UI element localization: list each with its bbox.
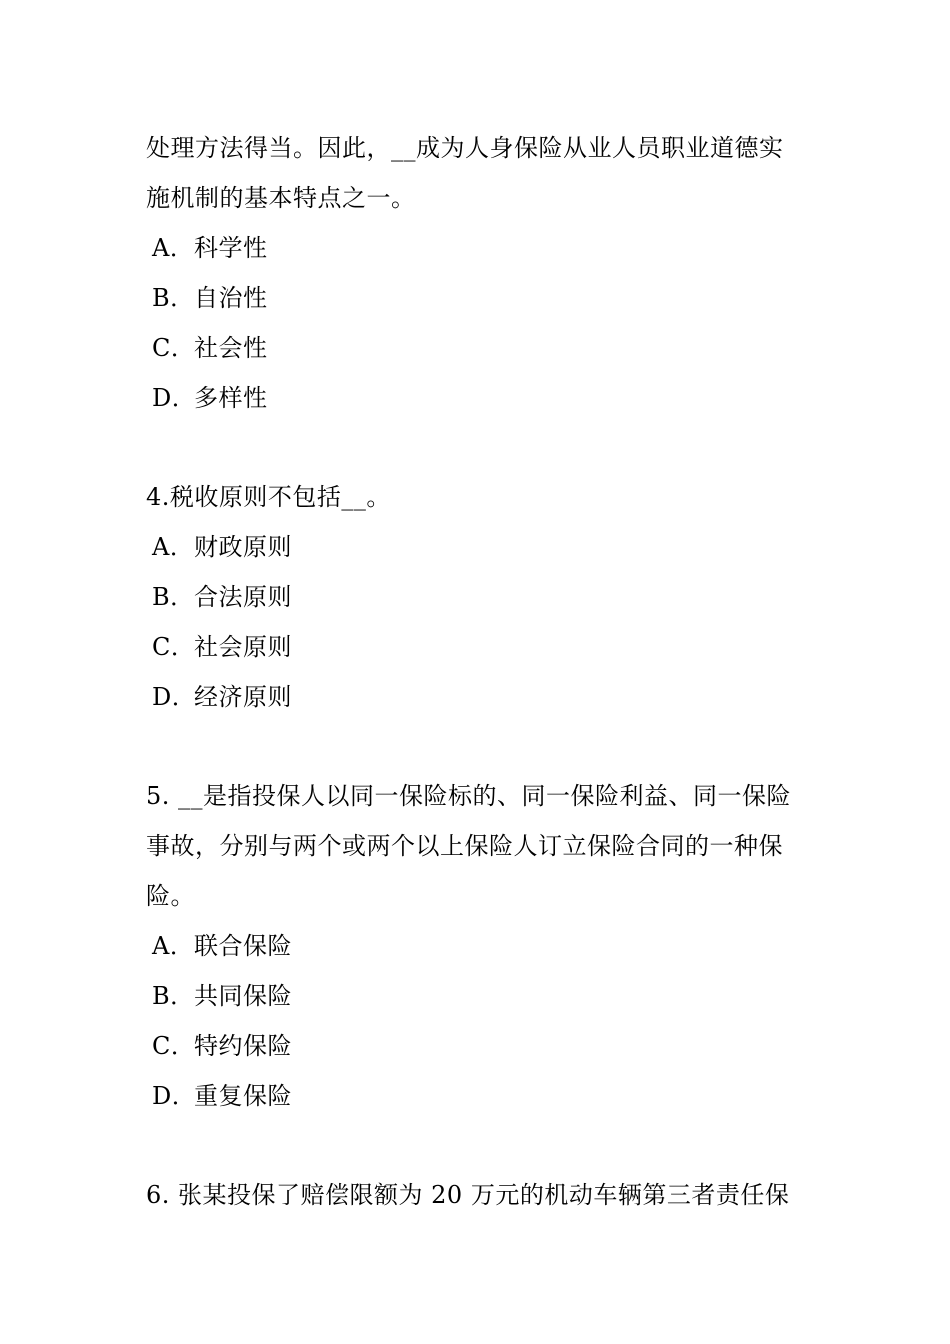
q5-stem-line-2: 事故，分别与两个或两个以上保险人订立保险合同的一种保	[146, 832, 783, 860]
q3-stem-line-2: 施机制的基本特点之一。	[146, 184, 416, 212]
option-text: 社会性	[194, 334, 268, 362]
option-text: 自治性	[194, 284, 268, 312]
q4-option-d	[152, 681, 292, 713]
q6-stem-line-1: 6. 张某投保了赔偿限额为 20 万元的机动车辆第三者责任保	[146, 1181, 790, 1209]
q3-option-b	[152, 282, 268, 314]
option-text: 共同保险	[194, 982, 292, 1010]
q5-option-b	[152, 980, 292, 1012]
q3-option-d	[152, 382, 268, 414]
option-text: 科学性	[194, 234, 268, 262]
q3-stem-line-1: 处理方法得当。因此，__成为人身保险从业人员职业道德实	[146, 134, 784, 162]
option-letter: B．	[152, 583, 195, 611]
option-letter: A．	[152, 932, 195, 960]
option-text: 社会原则	[194, 633, 292, 661]
q4-option-c	[152, 631, 292, 663]
q5-option-d	[152, 1080, 292, 1112]
option-letter: D．	[152, 683, 197, 711]
q3-option-a	[152, 232, 268, 264]
q4-option-b	[152, 581, 292, 613]
option-letter: B．	[152, 982, 195, 1010]
option-letter: D．	[152, 1082, 197, 1110]
option-text: 合法原则	[194, 583, 292, 611]
option-letter: C．	[152, 1032, 196, 1060]
option-text: 经济原则	[194, 683, 292, 711]
q3-option-c	[152, 332, 268, 364]
option-letter: A．	[152, 533, 195, 561]
option-text: 财政原则	[194, 533, 292, 561]
q5-option-a	[152, 930, 292, 962]
option-letter: A．	[152, 234, 195, 262]
q5-stem-line-1: 5. __是指投保人以同一保险标的、同一保险利益、同一保险	[146, 782, 792, 810]
option-text: 特约保险	[194, 1032, 292, 1060]
option-letter: D．	[152, 384, 197, 412]
option-text: 多样性	[194, 384, 268, 412]
option-text: 联合保险	[194, 932, 292, 960]
option-letter: B．	[152, 284, 195, 312]
q4-stem-line-1: 4.税收原则不包括__。	[146, 483, 391, 511]
option-text: 重复保险	[194, 1082, 292, 1110]
option-letter: C．	[152, 334, 196, 362]
q5-stem-line-3: 险。	[146, 882, 195, 910]
q5-option-c	[152, 1030, 292, 1062]
option-letter: C．	[152, 633, 196, 661]
q4-option-a	[152, 531, 292, 563]
